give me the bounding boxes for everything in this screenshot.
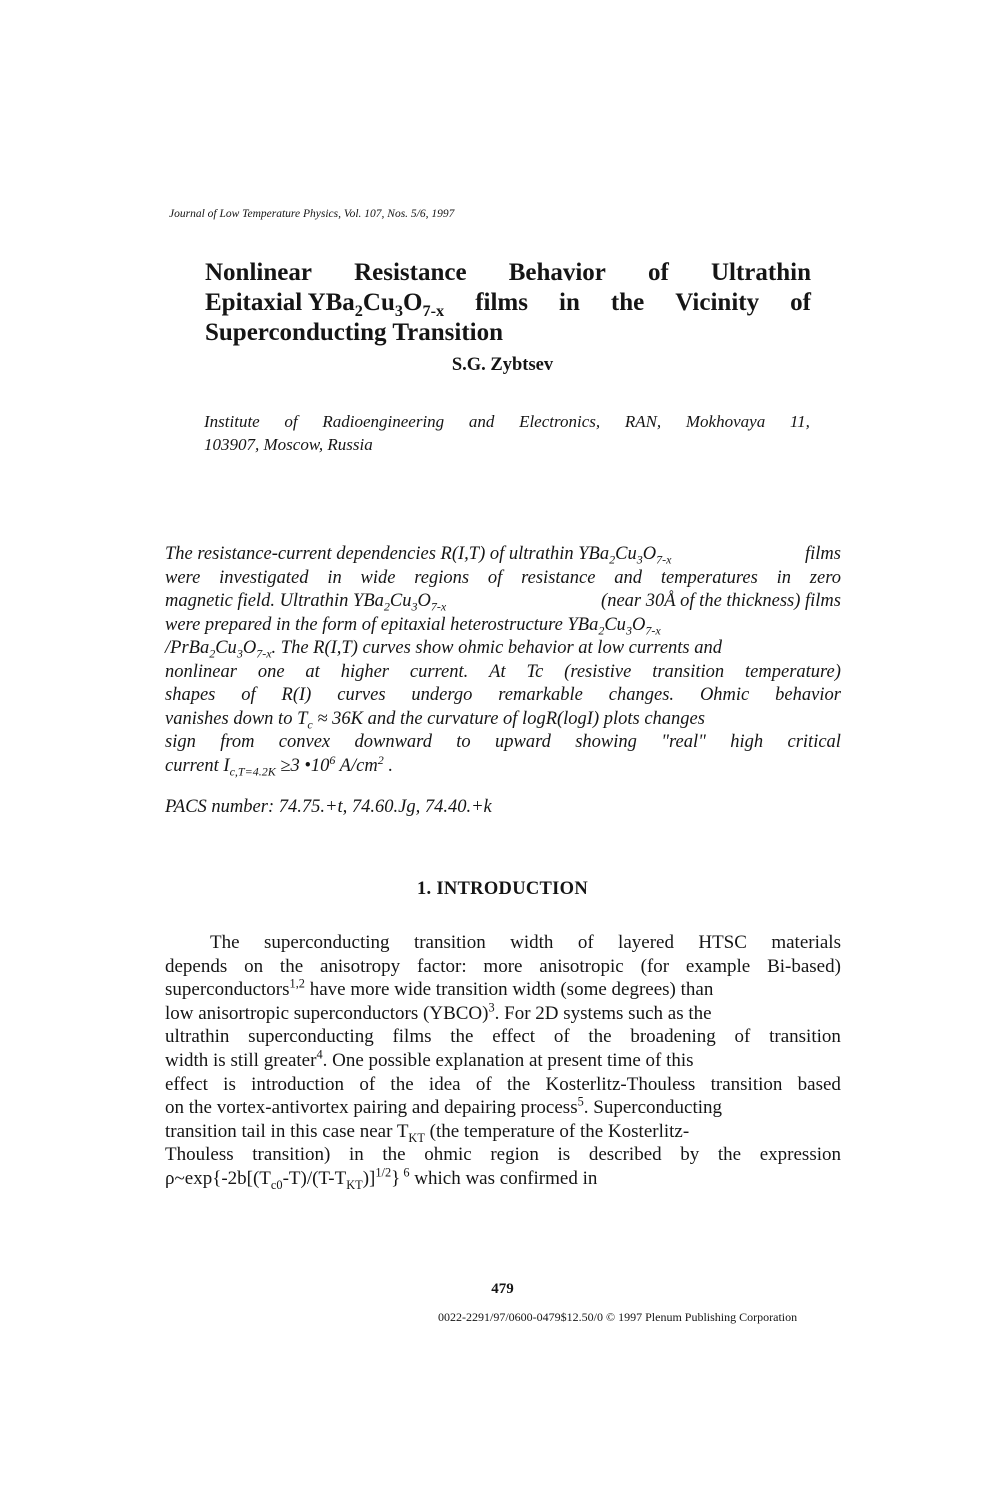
word: undergo — [411, 685, 473, 705]
word: in — [348, 1144, 364, 1166]
word: of — [577, 932, 594, 953]
word: The — [210, 932, 240, 953]
title-word: Behavior — [508, 259, 606, 286]
page-number: 479 — [491, 1281, 514, 1297]
word: of — [359, 1073, 376, 1095]
word: higher — [340, 661, 389, 682]
word: ultrathin — [165, 1026, 230, 1048]
word: described — [588, 1144, 662, 1166]
word: RAN, — [624, 412, 662, 431]
word: factor: — [417, 955, 467, 977]
word: materials — [771, 932, 841, 953]
word: temperatures — [660, 567, 758, 588]
word: 11, — [789, 412, 810, 431]
word: temperature) — [745, 661, 841, 682]
word: based — [797, 1073, 841, 1095]
word: Mokhovaya — [685, 412, 766, 431]
abstract-line: The resistance-current dependencies R(I,T) of ultrathin $YBa_2Cu_3O_{7-x}$ films — [165, 544, 841, 567]
word: of — [284, 412, 298, 431]
word: (for — [640, 955, 670, 977]
word: in — [776, 567, 791, 588]
word: zero — [809, 567, 841, 588]
title-word: of — [790, 289, 811, 316]
word: transition — [769, 1026, 841, 1048]
word: shapes — [165, 685, 216, 705]
word: the — [588, 1026, 612, 1048]
body-text — [165, 931, 841, 1191]
word: Radioengineering — [322, 412, 445, 431]
word: behavior — [775, 685, 841, 705]
word: Bi-based) — [767, 955, 841, 977]
word: Kosterlitz-Thouless — [545, 1073, 696, 1095]
title-word: Ultrathin — [710, 259, 811, 286]
word: of — [487, 567, 503, 588]
affiliation-line: 103907, Moscow, Russia — [204, 435, 373, 454]
word: anisotropic — [539, 955, 624, 977]
word: remarkable — [498, 685, 583, 705]
abstract-line: vanishes down to $T_c \approx 36K$ and the curvature of logR(logI) plots changes — [165, 708, 705, 732]
abstract-line: current $I_{c,T=4.2K} \ge 3$ $•10^6$ $A/cm^2$ . — [165, 752, 393, 779]
word: the — [279, 955, 304, 977]
word: wide — [360, 567, 396, 588]
word: broadening — [630, 1026, 716, 1048]
title-line-3: Superconducting Transition — [205, 319, 503, 346]
word: on — [244, 955, 264, 977]
word: by — [680, 1144, 700, 1166]
word: superconducting — [263, 932, 390, 953]
title-line-1 — [205, 258, 811, 288]
word: expression — [759, 1144, 841, 1166]
word: of — [553, 1026, 570, 1048]
body-line — [165, 931, 841, 955]
title-word: in — [559, 289, 580, 316]
title-word: Resistance — [354, 259, 467, 286]
title-line-2 — [205, 288, 811, 318]
body-line — [165, 1073, 841, 1097]
word: Institute — [204, 412, 260, 431]
word: Ohmic — [699, 685, 750, 705]
abstract-line — [165, 661, 841, 685]
body-line — [165, 1025, 841, 1049]
word: (resistive — [564, 661, 632, 682]
word: were — [165, 567, 201, 588]
word: current. — [409, 661, 469, 682]
author-affiliation — [204, 410, 810, 456]
word: R(I) — [281, 685, 312, 705]
word: high — [730, 732, 764, 752]
body-line: low anisortropic superconductors (YBCO)$^3$. For 2D systems such as the — [165, 1000, 712, 1024]
word: the — [717, 1144, 742, 1166]
abstract-line — [165, 567, 841, 591]
abstract-line — [165, 731, 841, 755]
word: introduction — [251, 1073, 345, 1095]
section-heading: 1. INTRODUCTION — [416, 879, 589, 899]
paper-title — [205, 258, 811, 348]
title-word: of — [648, 259, 669, 286]
word: of — [734, 1026, 751, 1048]
word: curves — [337, 685, 386, 705]
word: to — [456, 732, 471, 752]
word: is — [223, 1073, 236, 1095]
copyright-line: 0022-2291/97/0600-0479$12.50/0 © 1997 Plenum Publishing Corporation — [438, 1310, 798, 1324]
body-line — [165, 955, 841, 979]
word: in — [327, 567, 342, 588]
author-name: S.G. Zybtsev — [451, 355, 554, 375]
word: upward — [495, 732, 551, 752]
abstract-line: were prepared in the form of epitaxial heterostructure $YBa_2Cu_3O_{7-x}$ — [165, 614, 661, 638]
body-line: transition tail in this case near $T_{KT}$ (the temperature of the Kosterlitz- — [165, 1120, 690, 1145]
word: HTSC — [698, 932, 747, 953]
word: transition) — [252, 1144, 331, 1166]
word: of — [475, 1073, 492, 1095]
title-word: Vicinity — [675, 289, 760, 316]
word: and — [468, 412, 495, 431]
body-line: on the vortex-antivortex pairing and depairing process$^5$. Superconducting — [165, 1094, 723, 1119]
word: the — [390, 1073, 414, 1095]
word: and — [614, 567, 643, 588]
word: Tc — [526, 661, 544, 682]
word: width — [510, 932, 554, 953]
word: example — [685, 955, 751, 977]
word: At — [489, 661, 506, 682]
word: transition — [710, 1073, 783, 1095]
body-line — [165, 1143, 841, 1167]
word: the — [450, 1026, 474, 1048]
word: from — [220, 732, 255, 752]
word: transition — [652, 661, 725, 682]
title-word: Nonlinear — [205, 259, 312, 286]
word: convex — [278, 732, 331, 752]
body-line: $\rho\sim\exp\{-2b[(T_{c0}-T)/(T-T_{KT})]^{1/2}\}$ $^6$ which was confirmed in — [165, 1165, 598, 1192]
word: showing — [575, 732, 637, 752]
word: at — [305, 661, 320, 682]
word: changes. — [608, 685, 675, 705]
body-line: width is still greater$^4$. One possible explanation at present time of this — [165, 1047, 694, 1071]
word: films — [392, 1026, 432, 1048]
word: is — [557, 1144, 571, 1166]
word: regions — [414, 567, 470, 588]
word: sign — [165, 732, 196, 752]
title-formula: Epitaxial $YBa_2Cu_3O_{7-x}$ — [205, 289, 445, 320]
word: superconducting — [248, 1026, 374, 1048]
word: Electronics, — [519, 412, 601, 431]
word: region — [490, 1144, 539, 1166]
word: idea — [428, 1073, 461, 1095]
word: effect — [492, 1026, 536, 1048]
word: the — [382, 1144, 406, 1166]
word: ohmic — [424, 1144, 472, 1166]
abstract — [165, 543, 841, 778]
word: depends — [165, 955, 228, 977]
word: effect — [165, 1073, 208, 1095]
word: the — [506, 1073, 531, 1095]
journal-citation: Journal of Low Temperature Physics, Vol. 107, Nos. 5/6, 1997 — [169, 208, 455, 220]
abstract-line: $/PrBa_2Cu_3O_{7-x}$. The R(I,T) curves show ohmic behavior at low currents and — [165, 638, 723, 661]
word: one — [257, 661, 285, 682]
pacs-numbers: PACS number: 74.75.+t, 74.60.Jg, 74.40.+k — [165, 797, 492, 817]
word: of — [241, 685, 256, 705]
title-word: the — [610, 289, 645, 316]
word: critical — [787, 732, 841, 752]
word: resistance — [521, 567, 596, 588]
word: "real" — [661, 732, 706, 752]
word: investigated — [219, 567, 309, 588]
word: downward — [354, 732, 432, 752]
word: anisotropy — [319, 955, 401, 977]
word: nonlinear — [165, 661, 237, 682]
title-word: films — [475, 289, 528, 316]
abstract-line — [165, 684, 841, 708]
word: Thouless — [165, 1144, 234, 1166]
body-line: superconductors$^{1,2}$ have more wide transition width (some degrees) than — [165, 976, 714, 1001]
word: more — [483, 955, 523, 977]
affiliation-line — [204, 410, 810, 433]
abstract-line: magnetic field. Ultrathin $YBa_2Cu_3O_{7-x}$ (near 30Å of the thickness) films — [165, 591, 841, 614]
word: transition — [413, 932, 486, 953]
word: layered — [618, 932, 674, 953]
